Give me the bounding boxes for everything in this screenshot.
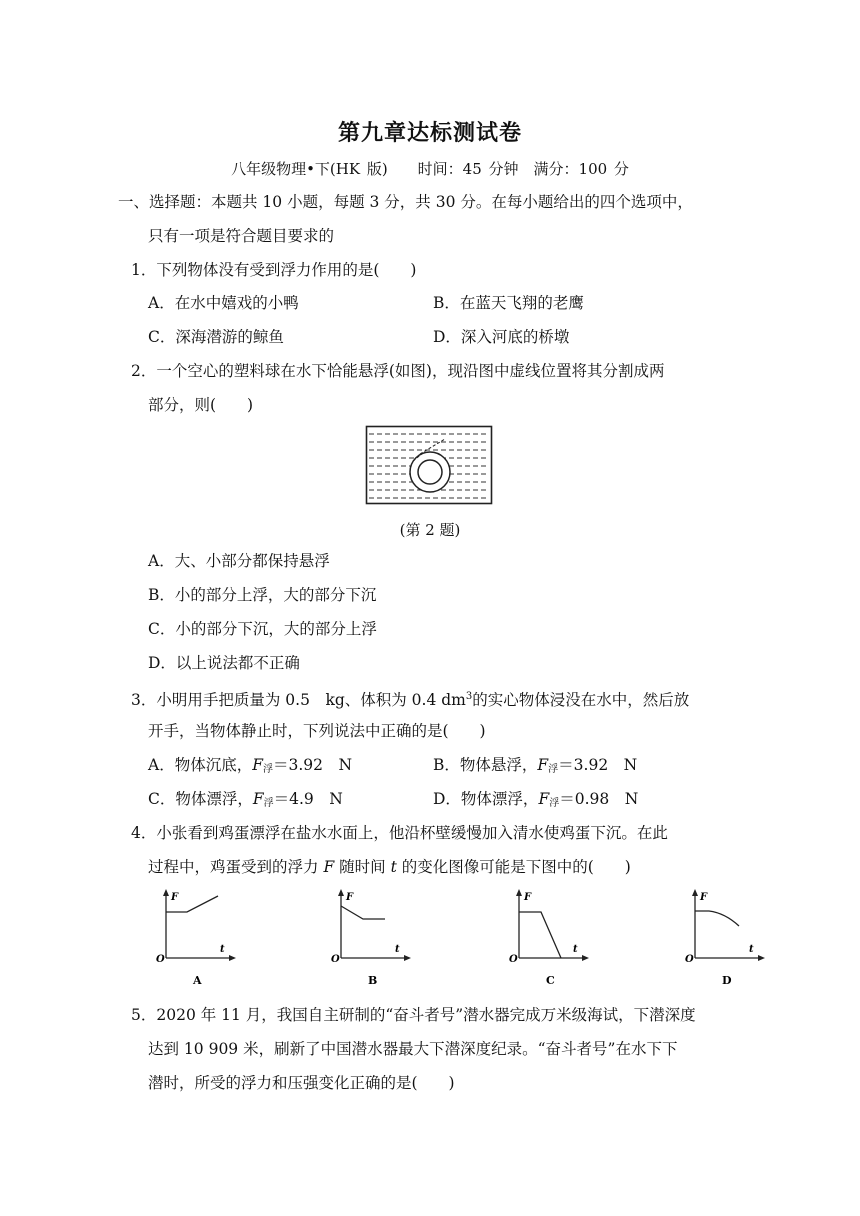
page-title: 第九章达标测试卷 xyxy=(337,121,522,146)
question-1-option-d: D．深入河底的桥墩 xyxy=(433,328,570,346)
question-3-stem-line2: 开手，当物体静止时，下列说法中正确的是( ) xyxy=(148,722,486,740)
question-3-option-d xyxy=(433,789,638,814)
buoyancy-symbol: F xyxy=(538,790,550,808)
buoyancy-symbol: F xyxy=(537,756,549,774)
q3-cube-superscript: 3 xyxy=(465,691,473,702)
question-1-option-c: C．深海潜游的鲸鱼 xyxy=(148,328,284,346)
graph-a-y-label: F xyxy=(171,892,179,903)
question-4-stem-line2 xyxy=(148,857,631,877)
graph-b-origin: O xyxy=(331,954,340,965)
graph-a-label: A xyxy=(193,974,202,987)
question-3-option-c xyxy=(148,789,343,814)
buoyancy-symbol: F xyxy=(252,756,263,774)
q4-stem-text-b: 随时间 xyxy=(334,858,391,876)
graph-b-x-label: t xyxy=(395,944,400,955)
graph-a-origin: O xyxy=(156,954,165,965)
question-2-stem-line1: 2．一个空心的塑料球在水下恰能悬浮(如图)，现沿图中虚线位置将其分割成两 xyxy=(131,362,665,380)
graph-d-origin: O xyxy=(685,954,694,965)
q3-stem-text-b: 的实心物体浸没在水中，然后放 xyxy=(472,691,690,710)
buoyancy-symbol: F xyxy=(252,790,264,808)
buoyancy-subscript: 浮 xyxy=(262,764,273,775)
question-1-option-b: B．在蓝天飞翔的老鹰 xyxy=(433,294,584,312)
q3-d-value: ＝0.98 N xyxy=(559,790,639,808)
exam-info: 八年级物理•下(HK 版) 时间：45 分钟 满分：100 分 xyxy=(231,160,629,178)
buoyancy-subscript: 浮 xyxy=(548,764,559,775)
water-ball-figure xyxy=(365,425,493,505)
question-2-option-d: D．以上说法都不正确 xyxy=(148,654,300,672)
graph-c xyxy=(503,886,593,990)
graph-d-x-label: t xyxy=(749,944,754,955)
question-1-stem: 1．下列物体没有受到浮力作用的是( ) xyxy=(131,261,417,279)
question-3-option-b xyxy=(433,755,637,780)
question-2-stem-line2: 部分，则( ) xyxy=(148,396,254,414)
q3-c-value: ＝4.9 N xyxy=(273,790,343,808)
question-3-option-a xyxy=(148,755,352,780)
q3-c-text: C．物体漂浮， xyxy=(148,790,253,808)
graph-a xyxy=(150,886,240,990)
question-1-option-a: A．在水中嬉戏的小鸭 xyxy=(148,294,299,312)
q3-b-text: B．物体悬浮， xyxy=(433,756,538,774)
question-5-stem-line3: 潜时，所受的浮力和压强变化正确的是( ) xyxy=(148,1074,455,1092)
time-symbol: t xyxy=(390,858,397,876)
graph-c-y-label: F xyxy=(524,892,532,903)
graph-b-y-label: F xyxy=(346,892,354,903)
question-2-option-a: A．大、小部分都保持悬浮 xyxy=(148,552,330,570)
section-heading-line1: 一、选择题：本题共 10 小题，每题 3 分，共 30 分。在每小题给出的四个选项中， xyxy=(118,193,693,211)
question-5-stem-line1: 5．2020 年 11 月，我国自主研制的“奋斗者号”潜水器完成万米级海试，下潜深度 xyxy=(131,1006,696,1024)
buoyancy-subscript: 浮 xyxy=(263,798,274,809)
q3-a-text: A．物体沉底， xyxy=(148,756,253,774)
question-5-stem-line2: 达到 10 909 米，刷新了中国潜水器最大下潜深度纪录。“奋斗者号”在水下下 xyxy=(148,1040,678,1058)
q4-stem-text-a: 过程中，鸡蛋受到的浮力 xyxy=(148,858,324,876)
question-4-stem-line1: 4．小张看到鸡蛋漂浮在盐水水面上，他沿杯壁缓慢加入清水使鸡蛋下沉。在此 xyxy=(131,824,668,842)
graph-b xyxy=(325,886,415,990)
question-2-option-b: B．小的部分上浮，大的部分下沉 xyxy=(148,586,377,604)
question-2-option-c: C．小的部分下沉，大的部分上浮 xyxy=(148,620,377,638)
buoyancy-subscript: 浮 xyxy=(549,798,560,809)
q3-stem-text-a: 3．小明用手把质量为 0.5 kg、体积为 0.4 dm xyxy=(131,691,466,710)
graph-d-y-label: F xyxy=(700,892,708,903)
graph-d xyxy=(679,886,769,990)
q3-d-text: D．物体漂浮， xyxy=(433,790,539,808)
force-symbol: F xyxy=(323,858,335,876)
question-3-stem-line1 xyxy=(131,687,689,710)
graph-c-origin: O xyxy=(509,954,518,965)
q3-b-value: ＝3.92 N xyxy=(558,756,638,774)
graph-c-x-label: t xyxy=(573,944,578,955)
q3-a-value: ＝3.92 N xyxy=(272,756,353,774)
q4-stem-text-c: 的变化图像可能是下图中的( ) xyxy=(396,858,631,876)
graph-b-label: B xyxy=(368,974,378,987)
graph-d-label: D xyxy=(722,974,732,987)
figure-caption-q2: (第 2 题) xyxy=(399,521,461,539)
graph-c-label: C xyxy=(546,974,555,987)
section-heading-line2: 只有一项是符合题目要求的 xyxy=(148,227,335,245)
graph-a-x-label: t xyxy=(220,944,225,955)
